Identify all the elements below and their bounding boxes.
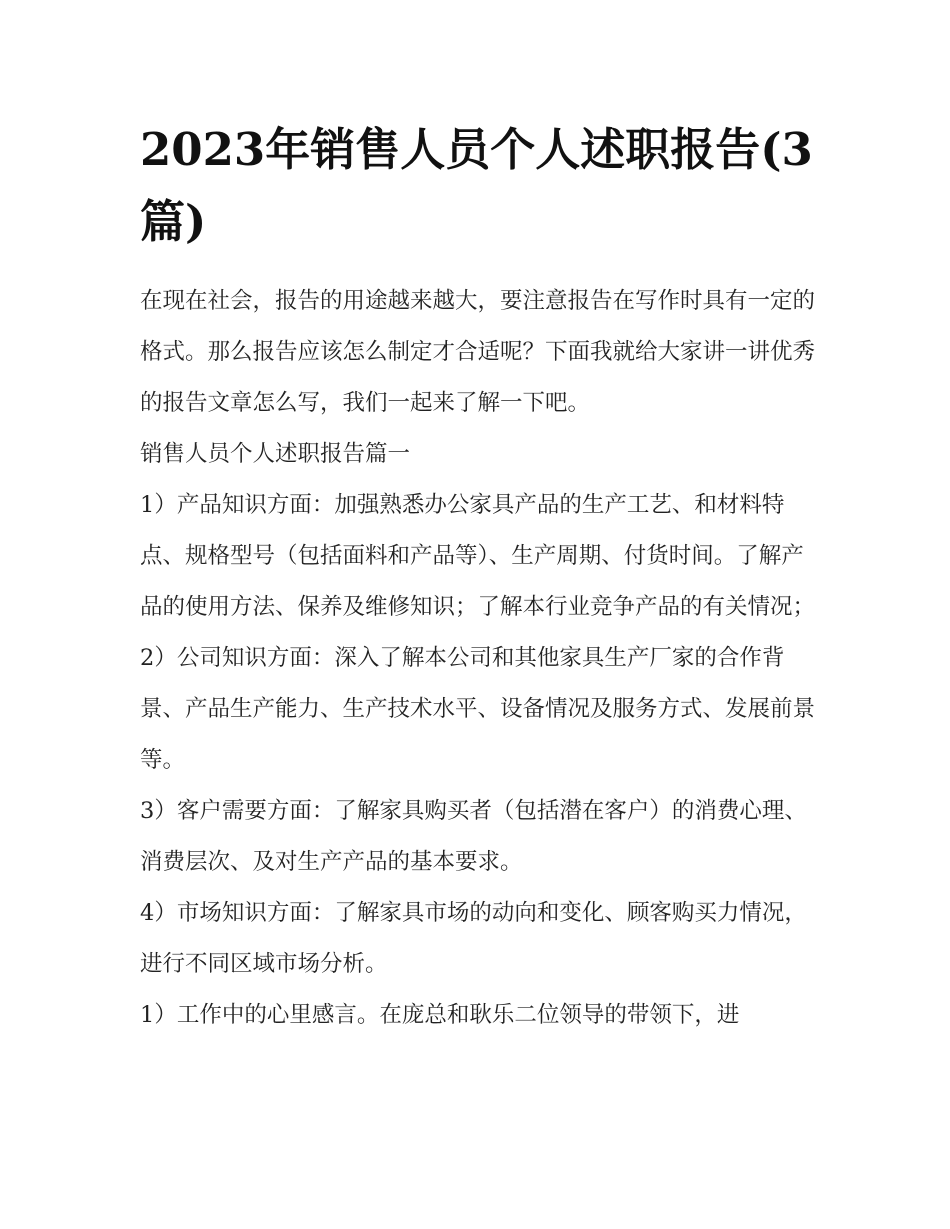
- list-item-market-knowledge: 4）市场知识方面：了解家具市场的动向和变化、顾客购买力情况，进行不同区域市场分析。: [140, 900, 807, 977]
- list-item-company-knowledge: 2）公司知识方面：深入了解本公司和其他家具生产厂家的合作背景、产品生产能力、生产技术水平、设备情况及服务方式、发展前景等。: [140, 645, 816, 773]
- section-heading: 销售人员个人述职报告篇一: [140, 441, 411, 467]
- intro-paragraph: 在现在社会，报告的用途越来越大，要注意报告在写作时具有一定的格式。那么报告应该怎么制定才合适呢？下面我就给大家讲一讲优秀的报告文章怎么写，我们一起来了解一下吧。: [140, 288, 816, 416]
- document-title: 2023年销售人员个人述职报告(3篇): [140, 123, 813, 248]
- document-body: [140, 276, 820, 1041]
- list-item-work-reflection: 1）工作中的心里感言。在庞总和耿乐二位领导的带领下，进: [140, 1002, 740, 1028]
- list-item-product-knowledge: 1）产品知识方面：加强熟悉办公家具产品的生产工艺、和材料特点、规格型号（包括面料和产品等）、生产周期、付货时间。了解产品的使用方法、保养及维修知识；了解本行业竞争产品的有关情况；: [140, 492, 816, 620]
- list-item-customer-needs: 3）客户需要方面：了解家具购买者（包括潜在客户）的消费心理、消费层次、及对生产产品的基本要求。: [140, 798, 807, 875]
